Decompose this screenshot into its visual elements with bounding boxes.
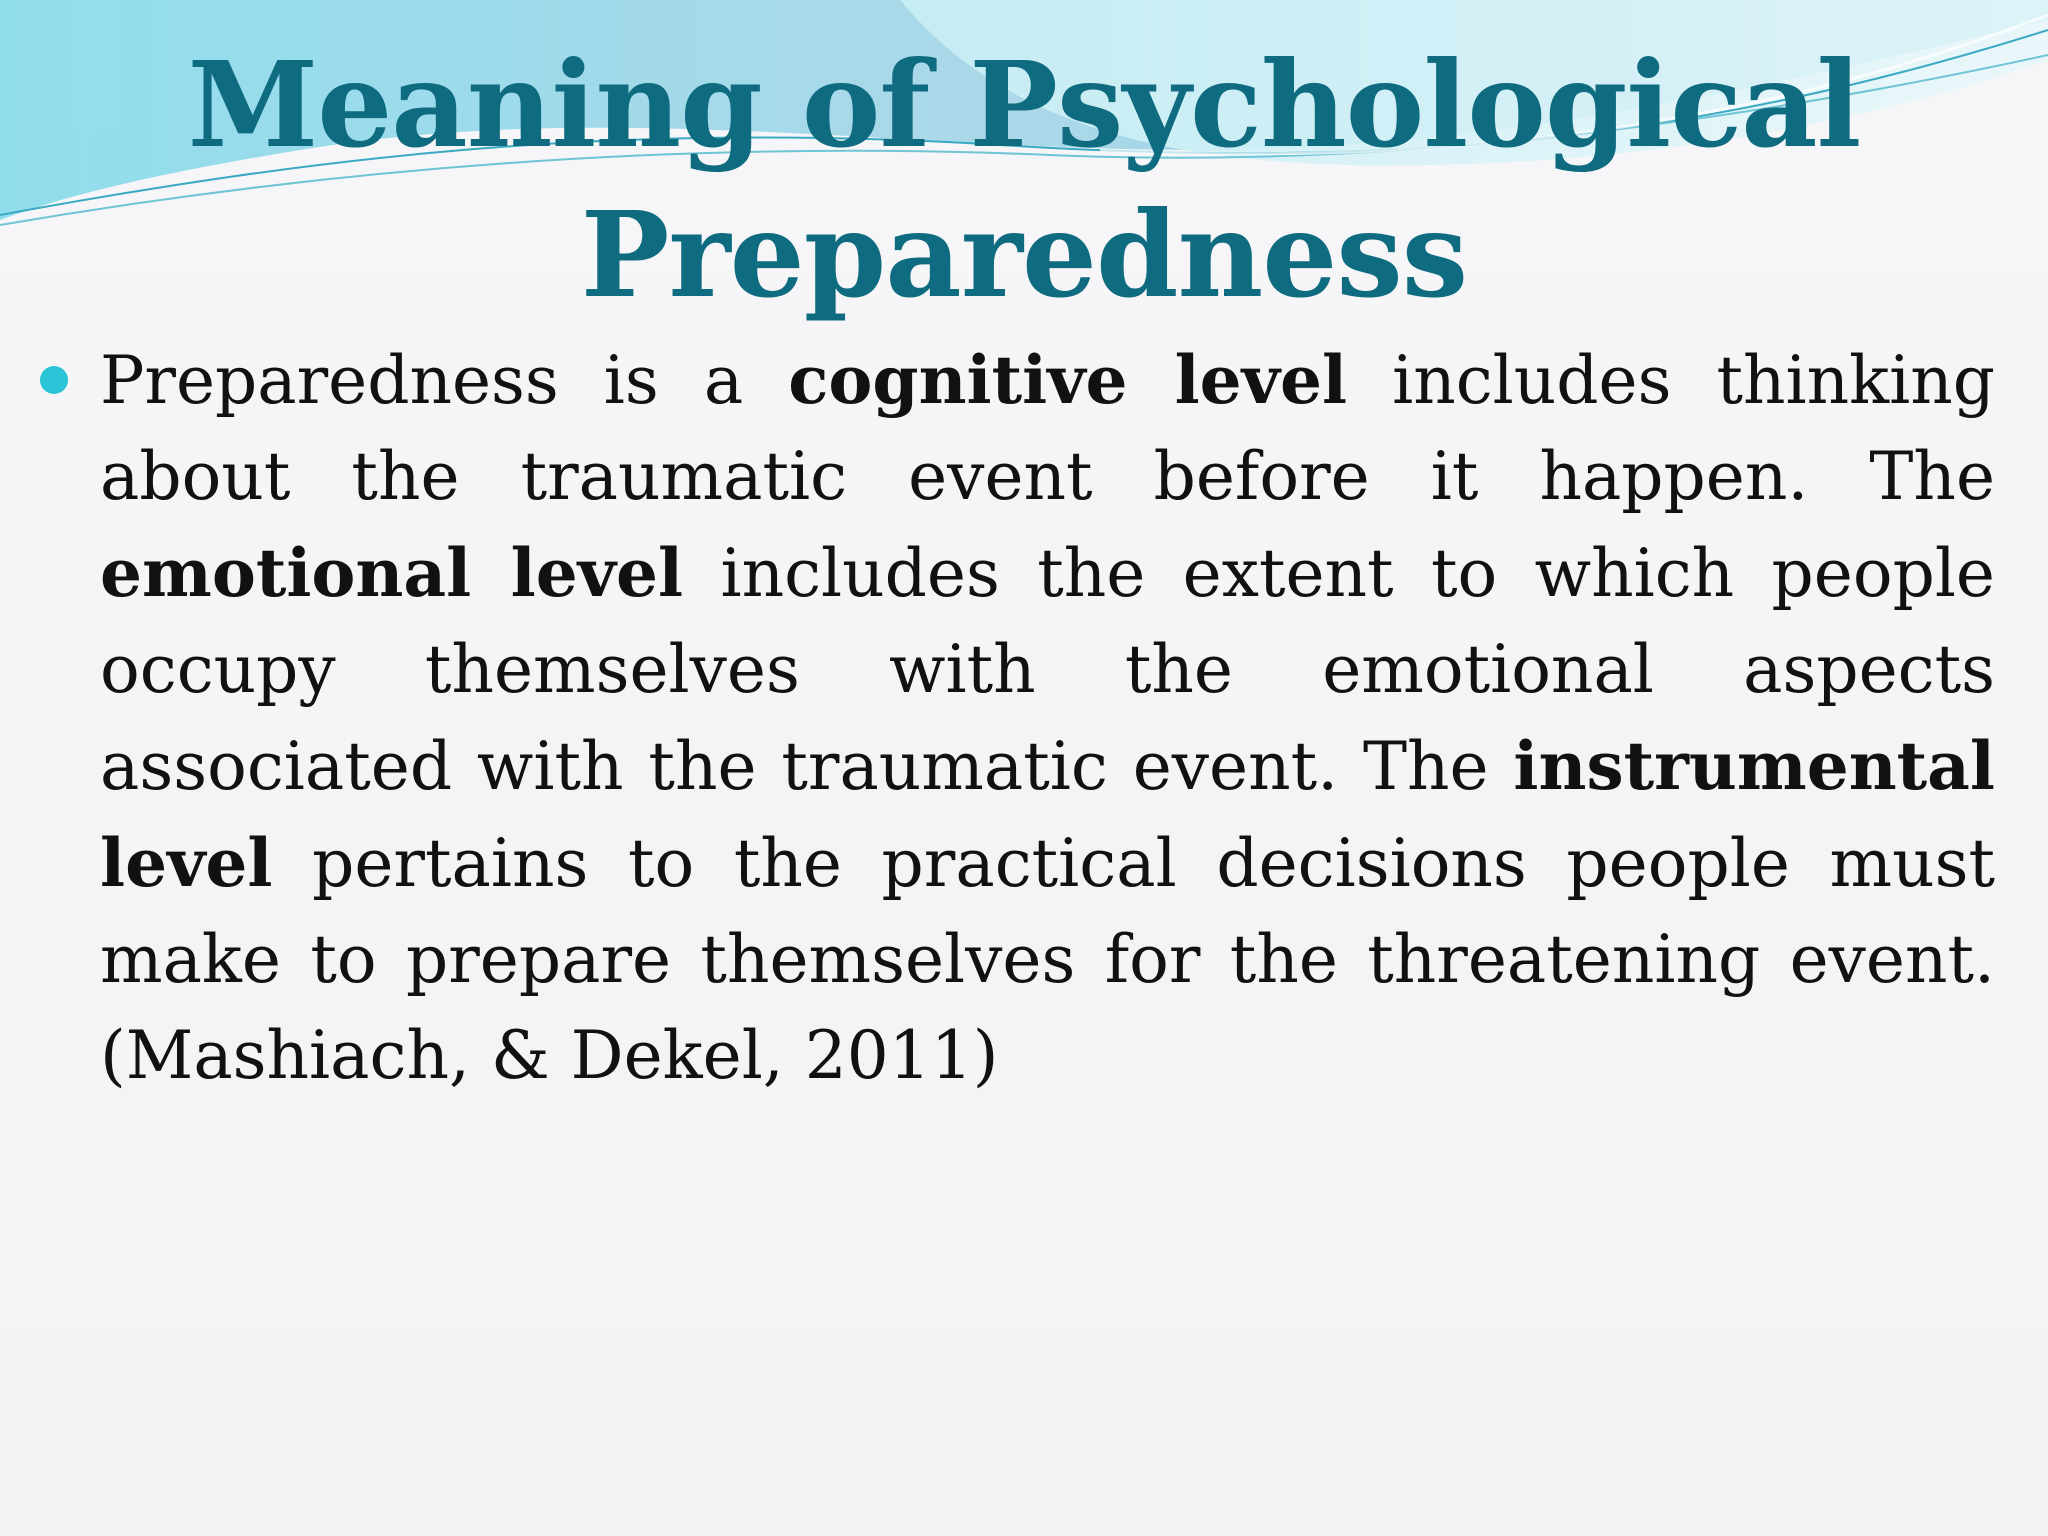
title-line-1: Meaning of Psychological [187,35,1861,174]
slide-title [0,30,2048,330]
bullet-text-part-3: includes the extent to which people occupy themselves with the emotional aspects associated with the traumatic event. The [100,535,1995,805]
term-cognitive-level: cognitive level [788,341,1348,419]
term-emotional-level: emotional level [100,534,684,612]
bullet-text-part-2: includes thinking about the traumatic event before it happen. The [100,342,1995,515]
bullet-dot-icon [40,366,68,394]
bullet-text [100,332,1995,1104]
bullet-text-part-1: Preparedness is a [100,342,789,419]
title-line-2: Preparedness [580,185,1468,324]
bullet-text-part-4: pertains to the practical decisions people must make to prepare themselves for the threatening event. (Mashiach, & Dekel, 2011) [100,825,1995,1094]
term-instrumental-level: instrumental level [100,727,1995,902]
